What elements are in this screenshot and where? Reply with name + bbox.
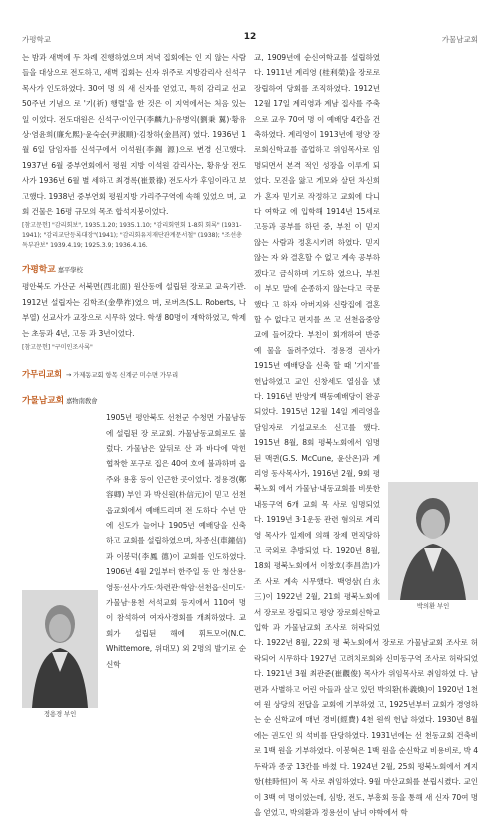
entry-title: 가물남교회 xyxy=(22,396,64,407)
paragraph: 는 밤과 새벽에 두 차례 진행하였으며 저녁 집회에는 인 지 않는 사람들을 대상으로 전도하고, 새벽 집회는 신자 위주로 지방감리사 신석구 목사가 인도하였다. 30여 명 의 새 신자를 얻었고, 특히 감리교 선교 50주년 기념으 로 '기(祈) 행렬'을 한 것은 이 지역에서는 처음 있는 일 이었다. 전도대원은 신석구·이인구(李麟九)·유병익(劉秉 翼)·황유상·염윤희(廉允熙)·윤숙순(尹淑順)·김창하(金昌河) 였다. 1936년 1월 6일 담임자를 신석구에서 이석원(李錫 源)으로 변경 신고했다. 1937년 6월 중부연회에서 평원 지방 이석원 감리사는, 황유상 전도사가 1936년 6월 별 세하고 최경록(崔景祿) 전도사가 후임이라고 보고했다. 1938년 중부연회 평원지방 가리주구역에 속해 있었으 며, 교회 건물은 16평 규모의 목조 합석지붕이었다. xyxy=(22,53,246,217)
portrait-figure xyxy=(388,482,478,622)
references: [참고문헌] "감리회보", 1935.1.20; 1935.1.10; "감리회연회 1-8회 회록" (1931-1941); "감리교단등록대장"(1941); "감리회유지재단관계문서철" (1938); "조선총독부관보" 1939.4.19; 1925.3.9; 1936.4.16. xyxy=(22,222,242,250)
references: [참고문헌] "구미인조사록" xyxy=(22,344,93,352)
cross-reference xyxy=(22,367,246,382)
portrait-photo xyxy=(22,590,98,708)
portrait-figure xyxy=(22,590,98,720)
photo-caption: 박의환 부인 xyxy=(416,602,450,610)
page-header xyxy=(0,0,500,46)
page-number: 12 xyxy=(243,32,257,42)
portrait-photo xyxy=(388,482,478,600)
paragraph: 평안북도 가산군 서북면(西北面) 원산동에 설립된 장로교 교육기관. 1912년 설립자는 김학조(金學祚)였으 며, 로버츠(S.L. Roberts, 나부열) 선교사가 교장으로 시무하 였다. 학생 80명이 재학하였고, 학제는 초등과 4년, 고등 과 3년이었다. xyxy=(22,282,246,338)
left-column xyxy=(22,50,246,720)
entry-title: 가평학교 xyxy=(22,265,56,276)
running-head-right: 가물남교회 xyxy=(441,35,478,44)
running-head-left: 가평학교 xyxy=(22,35,51,44)
entry-hanja: 嘉物南敎會 xyxy=(66,397,98,406)
xref-target: → 가제동교회 항목 신계군 미수면 가무리 xyxy=(65,371,179,380)
paragraph: 교, 1909년에 순신여학교를 설립하였다. 1911년 계리영 (桂利榮)을 장로로 장립하여 당회를 조직하였다. 1912년 12월 17일 계리영과 계남 집사를 주축으로 교우 70여 명 이 예배당 4칸을 건축하였다. 계리영이 1913년에 평양 장로회신학교를 졸업하고 위임목사로 임명되면서 본격 적인 성장을 이루게 되었다. 모진을 앓고 게모와 살던 차신희가 혼자 믿기로 작정하고 교회에 다니다 여학교 에 입학해 1914년 15세로 고등과 공부를 하던 중, 부친 이 믿지 않는 사람과 정혼시키려 하였다. 믿지 않는 자 와 결혼할 수 없고 계속 공부하겠다고 금식하며 기도하 였으나, 부친이 부모 말에 순종하지 않는다고 국문했다 고 하자 아버지와 신랑집에 결혼할 수 없다고 편지를 쓰 고 선천읍중앙교에 들어갔다. 부친이 회개하여 반증 예 물을 돌려주었다. 정용경 권사가 1915년 예배당을 신축 할 때 '기지'를 헌납하였고 교인 신창세도 열심을 냈다. 1916년 반양게 백동예배당이 완공되었다. 1915년 12월 14일 계리영을 담임자로 기설교로소 신고를 했다. 1915년 8월, 8회 평북노회에서 임명된 맥퀸(G.S. McCune, 윤산온)과 계리영 동사목사가, 1916년 2월, 9회 평북노회 에서 가물남·내동교회를 비롯한 내동구역 6개 교회 목 사로 임명되었다. 1919년 3·1운동 관련 혐의로 계리영 목사가 일제에 의해 장제 면직당하고 국외로 추방되었 다. 1920년 8월, 18회 평북노회에서 이창호(李昌浩)가 조 사로 계속 시무했다. 백영삼(白永三)이 1922년 2월, 21회 평북노회에서 장로로 장립되고 평양 장로회신학교 입학 과 가물남교회 조사로 허락되었다. 1922년 8월, 22회 평 북노회에서 장로로 가물남교회 조사로 허락되어 시무하다 1927년 고려치로회와 신미동구역 조사로 허락되었다. 1921년 3월 최관준(崔觀俊) 목사가 위임목사로 취임하였 다. 남편과 사별하고 어린 아들과 살고 있던 박의환(朴義煥)이 1920년 1천여 원 상당의 전답을 교회에 기부하였 고, 1925년부터 교회가 경영하는 순 신학교에 매년 경비(經費) 4천 원씩 헌납 하였다. 1930년 8월에는 권도인 의 석비를 단당하였다. 1931년에는 선 천동교회 건축비로 1백 원을 기부하였다. 이봉혁은 1백 원을 순신학교 비용비로, 박 4두락과 종궁 13칸를 바쳤 다. 1924년 2월, 25회 평북노회에서 계지항(桂時恒)이 목 사로 취임하였다. 9월 마산교회를 분립시켰다. 교인이 3백 여 명이었는데, 심방, 전도, 부흥회 등을 통해 새 신자 70여 명을 얻었고, 박의환과 정용선이 남녀 야학에서 학 xyxy=(254,53,478,817)
entry-heading xyxy=(22,263,246,277)
right-column xyxy=(254,50,478,820)
xref-title: 가무리교회 xyxy=(22,369,62,380)
paragraph: 1905년 평안북도 선천군 수청면 가물남동에 설립된 장 로교회. 가물남동교회로도 불렀다. 가물남은 앞뒤로 산 과 바다에 막힌 협착한 포구로 집은 40여 호에 불과하며 읍주와 용흥 등이 인근한 곳이었다. 정용경(鄭容卿) 부인 과 박신원(朴信元)이 믿고 선천읍교회에서 예배드리며 전 도하다 수년 만에 신도가 늘어나 1905년 예배당을 신축 하고 교회를 설립하였으며, 차종신(車鐘信)과 이봉덕(李鳳 德)이 교회를 인도하였다. 1906년 4월 2일부터 한주일 동 안 청산용·영동·선사·가도·차련관·학암·선천읍·신미도·가물남·용천 서석교회 등지에서 110여 명이 참석하여 여자사경회를 개최하였다. 교회가 설립된 해에 휘트모어(N.C. Whittemore, 위대모) 외 2명의 발기로 순신학 xyxy=(106,413,247,669)
entry-heading xyxy=(22,394,246,408)
photo-caption: 정용경 부인 xyxy=(43,710,77,719)
entry-hanja: 嘉平學校 xyxy=(57,266,83,275)
